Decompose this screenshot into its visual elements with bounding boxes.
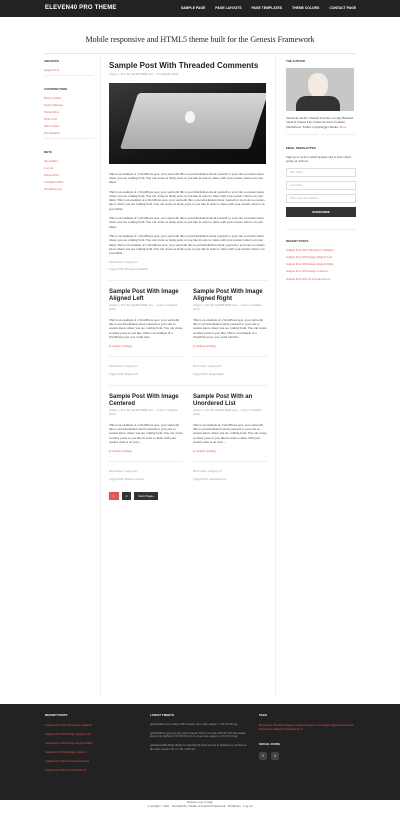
first-name-input[interactable]: First Name... xyxy=(286,168,356,177)
next-page-button[interactable]: Next Page» xyxy=(134,492,158,500)
social-icons xyxy=(259,752,355,760)
post-excerpt: This is an example of a WordPress post, you could edit this to put information about yourself or your site so readers know where you are coming from. You can create as many posts as you like. This is an example of a WordPress post, you could edit this... xyxy=(193,317,267,340)
post-meta: August 1, 2011 By rspPERFORM.com — Leave a Comment (Edit) xyxy=(193,304,262,312)
divider xyxy=(286,229,356,230)
contributor-link[interactable]: Nathan Rice xyxy=(44,109,59,114)
post-title[interactable]: Sample Post With Image Aligned Right xyxy=(193,289,263,302)
recent-posts-heading: RECENT POSTS xyxy=(286,239,309,244)
author-bio xyxy=(286,116,356,129)
author-widget xyxy=(286,60,356,135)
contributor-link[interactable]: Nick Croft xyxy=(44,117,57,122)
post-tagged[interactable]: Tagged With: Images Right xyxy=(193,373,224,377)
tagline-area xyxy=(44,26,356,54)
nav-contact-page[interactable]: CONTACT PAGE xyxy=(329,6,356,10)
last-name-input[interactable]: Last Name... xyxy=(286,181,356,190)
post-tagged[interactable]: Tagged With: Threaded Comments xyxy=(109,268,149,272)
post-title[interactable]: Sample Post With Threaded Comments xyxy=(109,61,259,70)
post-card xyxy=(193,289,267,377)
divider xyxy=(44,75,94,76)
pagination xyxy=(109,492,267,500)
footer-tags xyxy=(259,714,355,760)
footer-tags-heading: TAGS xyxy=(259,713,267,717)
email-input[interactable]: Enter your email address... xyxy=(286,194,356,203)
main-nav xyxy=(181,6,356,11)
post-row xyxy=(109,394,267,482)
site-tagline: Mobile responsive and HTML5 theme built for the Genesis Framework xyxy=(85,35,315,44)
post-meta: August 1, 2011 By rspPERFORM.com — Leave a Comment (Edit) xyxy=(109,304,178,312)
footer-tweets xyxy=(150,714,250,757)
recent-post-link[interactable]: Sample Post With Image Aligned Right xyxy=(286,262,334,267)
post-meta: August 1, 2011 By rspPERFORM.com — 8 Comments (Edit) xyxy=(109,72,179,76)
page-2-button[interactable]: 2 xyxy=(122,492,132,500)
footer-widgets xyxy=(0,704,400,800)
post-tagged[interactable]: Tagged With: Images Centered xyxy=(109,478,144,482)
facebook-icon[interactable]: f xyxy=(259,752,267,760)
site-footer xyxy=(0,800,400,808)
footer-recent-link[interactable]: Sample Post With Threaded Comments xyxy=(45,722,93,727)
main-content xyxy=(100,56,276,696)
footer-recent-link[interactable]: Sample Post With Image Aligned Right xyxy=(45,741,93,746)
post-paragraph: This is an example of a WordPress post, you could edit this to put information about yourself or your site so readers know where you are coming from. You can create as many posts as you like in order to share with your readers what is on your mind. This is an example of a WordPress post, you could edit this to put information about yourself or your site so readers know where you are coming from. You can create as many posts as you like in order to share with your readers what is on your mind. xyxy=(109,234,265,256)
post-paragraph: This is an example of a WordPress post, you could edit this to put information about yourself or your site so readers know where you are coming from. You can create as many posts as you like in order to share with your readers what is on your mind. xyxy=(109,216,265,229)
contributor-link[interactable]: Rafal Tomal xyxy=(44,124,59,129)
meta-link[interactable]: WordPress.org xyxy=(44,187,62,192)
newsletter-heading: EMAIL NEWSLETTER xyxy=(286,145,316,150)
meta-widget xyxy=(44,151,94,191)
continue-reading-link[interactable]: [Continue reading] xyxy=(193,344,216,349)
post-filed[interactable]: Filed Under: Category #1 xyxy=(109,470,138,474)
post-excerpt: This is an example of a WordPress post, you could edit this to put information about yourself or your site so readers know where you are coming from. You can create as many posts as you like in order to share with your readers what is on your ... xyxy=(109,422,183,444)
post-filed[interactable]: Filed Under: Category #1 xyxy=(109,365,138,369)
apple-logo-icon xyxy=(185,111,195,123)
footer-recent-link[interactable]: Sample Post With Image Centered xyxy=(45,750,87,755)
post-filed[interactable]: Filed Under: Category #2 xyxy=(193,365,222,369)
meta-link[interactable]: Entries RSS xyxy=(44,173,59,178)
right-sidebar xyxy=(286,60,356,293)
archives-heading: ARCHIVES xyxy=(44,59,59,63)
continue-reading-link[interactable]: [Continue reading] xyxy=(193,449,216,454)
nav-page-templates[interactable]: PAGE TEMPLATES xyxy=(251,6,283,10)
tweet: @StudioPress good job on a quick release! Versi 1.5 works with WP 3.8? then makes about your platform. 3:25 PM Feb 1st via tweet test. August 1, 2011 07:10 ago xyxy=(150,731,246,739)
footer-tweets-heading: LATEST TWEETS xyxy=(150,713,174,717)
contributor-link[interactable]: Lauren Mancke xyxy=(44,102,63,107)
page-1-button[interactable]: 1 xyxy=(109,492,119,500)
meta-link[interactable]: Log out xyxy=(44,166,54,171)
nav-page-layouts[interactable]: PAGE LAYOUTS xyxy=(215,6,242,10)
recent-post-link[interactable]: Sample Post With an Unordered List xyxy=(286,276,331,281)
divider xyxy=(193,461,267,462)
author-head xyxy=(308,73,328,97)
divider xyxy=(109,356,183,357)
featured-image xyxy=(109,83,266,164)
footer-recent-link[interactable]: Sample Post With an Ordered List xyxy=(45,768,87,773)
top-bar xyxy=(0,0,400,17)
recent-post-link[interactable]: Sample Post With Threaded Comments xyxy=(286,248,334,253)
recent-posts-widget xyxy=(286,240,356,280)
copyright-text: Copyright © 2021 · eleven40 Pro Theme on Genesis Framework · WordPress · Log out xyxy=(147,804,253,809)
contributors-widget xyxy=(44,88,94,139)
divider xyxy=(286,134,356,135)
continue-reading-link[interactable]: [Continue reading] xyxy=(109,344,132,349)
site-title[interactable]: ELEVEN40 PRO THEME xyxy=(45,5,117,11)
post-card xyxy=(109,394,183,482)
post-tagged[interactable]: Tagged With: Images Left xyxy=(109,373,139,377)
post-paragraph: This is an example of a WordPress post, you could edit this to put information about yourself or your site so readers know where you are coming from. You can create as many posts as you like in order to share with your readers what is on your mind. This is an example of a WordPress post, you could edit this to put information about yourself or your site so readers know where you are coming from. You can create as many posts as you like in order to share with your readers what is on your mind. xyxy=(109,189,265,211)
meta-heading: META xyxy=(44,150,52,155)
footer-recent-posts xyxy=(45,714,141,777)
meta-link[interactable]: Comments RSS xyxy=(44,180,64,185)
twitter-icon[interactable]: t xyxy=(271,752,279,760)
continue-reading-link[interactable]: [Continue reading] xyxy=(109,449,132,454)
divider xyxy=(109,385,267,386)
post-row xyxy=(109,289,267,377)
nav-sample-page[interactable]: SAMPLE PAGE xyxy=(180,6,206,10)
post-excerpt: This is an example of a WordPress post, you could edit this to put information about yourself or your site so readers know where you are coming from. You can create as many posts as you like. This is an example of a WordPress post, you could edit... xyxy=(109,317,183,340)
contributor-link[interactable]: Ron Rennick xyxy=(44,131,60,136)
post-title[interactable]: Sample Post With Image Centered xyxy=(109,393,179,407)
post-paragraph: This is an example of a WordPress post, you could edit this to put information about yourself or your site so readers know where you are coming from. You can create as many posts as you like in order to share with your readers what is on your mind. xyxy=(109,171,265,185)
author-heading: THE AUTHOR xyxy=(286,59,305,63)
left-sidebar xyxy=(44,60,94,203)
back-to-top-link[interactable]: Return to top of page xyxy=(187,800,213,804)
post-title[interactable]: Sample Post With Image Aligned Left xyxy=(109,289,179,302)
divider xyxy=(109,461,183,462)
tweet: @themesgriffin Huge thanks for showing the latest version of Studiopress, and here is the latest version. Feb 11, 2011 4:06 am xyxy=(150,744,247,751)
divider xyxy=(44,138,94,139)
social-icons-heading: SOCIAL ICONS xyxy=(259,742,280,747)
subscribe-button[interactable]: SUBSCRIBE xyxy=(286,207,356,217)
post-meta: August 1, 2011 By rspPERFORM.com — Leave a Comment (Edit) xyxy=(109,409,178,416)
footer-recent-link[interactable]: Sample Post With Image Aligned Left xyxy=(45,731,91,736)
post-card xyxy=(109,289,183,377)
post-title[interactable]: Sample Post With an Unordered List xyxy=(193,393,253,407)
recent-post-link[interactable]: Sample Post With Image Centered xyxy=(286,269,328,274)
archives-widget xyxy=(44,60,94,76)
author-photo xyxy=(286,68,354,111)
tag-cloud[interactable]: Blockquote Headline Images Centered Images Left Images Right Ordered List Threaded Comments Unordered List xyxy=(259,722,354,731)
post-filed[interactable]: Filed Under: Category #1 xyxy=(109,260,138,264)
divider xyxy=(193,356,267,357)
contributor-link[interactable]: Brian Gardner xyxy=(44,95,62,100)
post-meta: August 1, 2011 By rspPERFORM.com — Leave a Comment (Edit) xyxy=(193,409,262,416)
post-tagged[interactable]: Tagged With: Unordered List xyxy=(193,478,226,482)
author-bio-text: Starbucks Addict. Nomad Traveler. Loving Husband. Steak N Cheese Fan. Future Investor. Founder StudioPress. Father. Copyblogger Media. xyxy=(286,115,354,129)
post-filed[interactable]: Filed Under: Category #2 xyxy=(193,470,222,474)
post-card xyxy=(193,394,267,482)
tweet: @StudioPress we rocking 'Wifi Genesis 1.9 b' style. August 1, 2011 01:09 ago xyxy=(150,722,238,726)
post-excerpt: This is an example of a WordPress post, you could edit this to put information about yourself or your site so readers know where you are coming from. You can create as many posts as you like in order to share with your readers what is on your ... xyxy=(193,422,267,444)
contributors-heading: CONTRIBUTORS xyxy=(44,86,68,91)
nav-theme-colors[interactable]: THEME COLORS xyxy=(292,6,320,10)
divider xyxy=(109,280,267,281)
archive-link[interactable]: August 2011 xyxy=(44,67,60,72)
newsletter-widget xyxy=(286,147,356,218)
footer-recent-link[interactable]: Sample Post With an Unordered List xyxy=(45,759,90,764)
newsletter-text: Sign up to receive email updates and to hear what's going on with us! xyxy=(286,154,352,164)
author-more-link[interactable]: More xyxy=(339,124,347,129)
footer-recent-heading: RECENT POSTS xyxy=(45,713,68,717)
author-shirt xyxy=(296,96,340,111)
recent-post-link[interactable]: Sample Post With Image Aligned Left xyxy=(286,255,332,260)
meta-link[interactable]: Site Admin xyxy=(44,159,58,164)
